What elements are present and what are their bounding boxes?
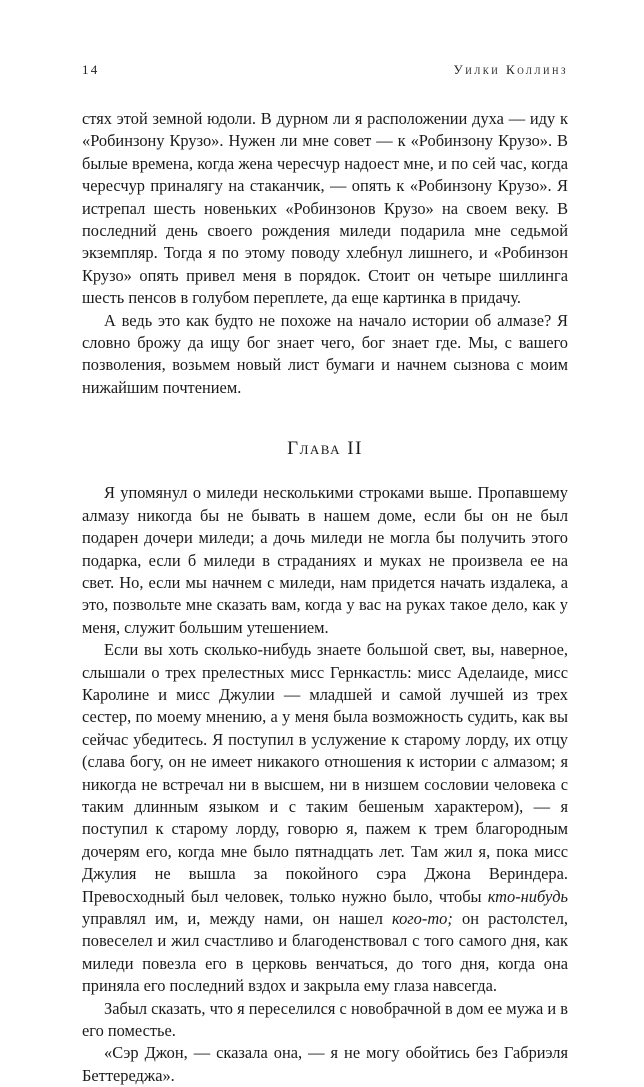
- paragraph-text: стях этой земной юдоли. В дурном ли я расположении духа — иду к «Робинзону Крузо». Нужен ли мне совет — к «Робинзону Крузо». В былые времена, когда жена чересчур надоест мне, и по сей час, когда чересчур приналягу на стаканчик, — опять к «Робинзону Крузо». Я истрепал шесть новеньких «Робинзонов Крузо» на своем веку. В последний день своего рождения миледи подарила мне седьмой экземпляр. Тогда я по этому поводу хлебнул лишнего, и «Робинзон Крузо» опять привел меня в порядок. Стоит он четыре шиллинга шесть пенсов в голубом переплете, да еще картинка в придачу.: [82, 109, 568, 308]
- paragraph-text: А ведь это как будто не похоже на начало истории об алмазе? Я словно брожу да ищу бог знает чего, бог знает где. Мы, с вашего позволения, возьмем новый лист бумаги и начнем сызнова с моим нижайшим почтением.: [82, 310, 568, 397]
- paragraph-text: Забыл сказать, что я переселился с новобрачной в дом ее мужа и в его поместье.: [82, 998, 568, 1041]
- paragraph: [82, 1042, 568, 1087]
- chapter-title: Глава II: [287, 438, 363, 460]
- paragraph: [82, 108, 568, 310]
- paragraph-text: Если вы хоть сколько-нибудь знаете большой свет, вы, наверное, слышали о трех прелестных мисс Гернкастль: мисс Аделаиде, мисс Каролине и мисс Джулии — младшей и самой лучшей из трех сестер, по моему мнению, а у меня была возможность судить, как вы сейчас убедитесь. Я поступил в услужение к старому лорду, их отцу (слава богу, он не имеет никакого отношения к истории с алмазом; я никогда не встречал ни в высшем, ни в низшем сословии человека с таким длинным языком и с таким бешеным характером), — я поступил к старому лорду, говорю я, пажем к трем благородным дочерям его, когда мне было пятнадцать лет. Там жил я, пока мисс Джулия не вышла за покойного сэра Джона Вериндера. Превосходный был человек, только нужно было, чтобы: [82, 640, 568, 906]
- running-head-author: Уилки Коллинз: [453, 62, 568, 77]
- paragraph: [82, 639, 568, 998]
- section-continuation: [82, 108, 568, 399]
- paragraph: [82, 998, 568, 1043]
- book-page: [82, 62, 568, 1087]
- body-text: [82, 108, 568, 1087]
- paragraph-text: «Сэр Джон, — сказала она, — я не могу обойтись без Габриэля Беттереджа».: [82, 1043, 568, 1085]
- paragraph: [82, 310, 568, 400]
- running-head: [82, 62, 568, 82]
- emphasis-text: кого-то;: [392, 909, 453, 928]
- paragraph-text: Я упомянул о миледи несколькими строками выше. Пропавшему алмазу никогда бы не бывать в нашем доме, если бы он не был подарен дочери миледи; а дочь миледи не могла бы получить этого подарка, если б миледи в страданиях и муках не произвела ее на свет. Но, если мы начнем с миледи, нам придется начать издалека, а это, позвольте мне сказать вам, когда у вас на руках такое дело, как у меня, служит большим утешением.: [82, 483, 568, 637]
- paragraph-text: он растолстел, повеселел и жил счастливо и благоденствовал с того самого дня, как миледи повезла его в церковь венчаться, до того дня, когда она приняла его последний вздох и закрыла ему глаза навсегда.: [82, 909, 568, 996]
- page-number: 14: [82, 62, 100, 77]
- paragraph-text: управлял им, и, между нами, он нашел: [82, 909, 393, 928]
- paragraph: [82, 482, 568, 639]
- section-chapter-2: [82, 482, 568, 1087]
- emphasis-text: кто-нибудь: [487, 886, 568, 906]
